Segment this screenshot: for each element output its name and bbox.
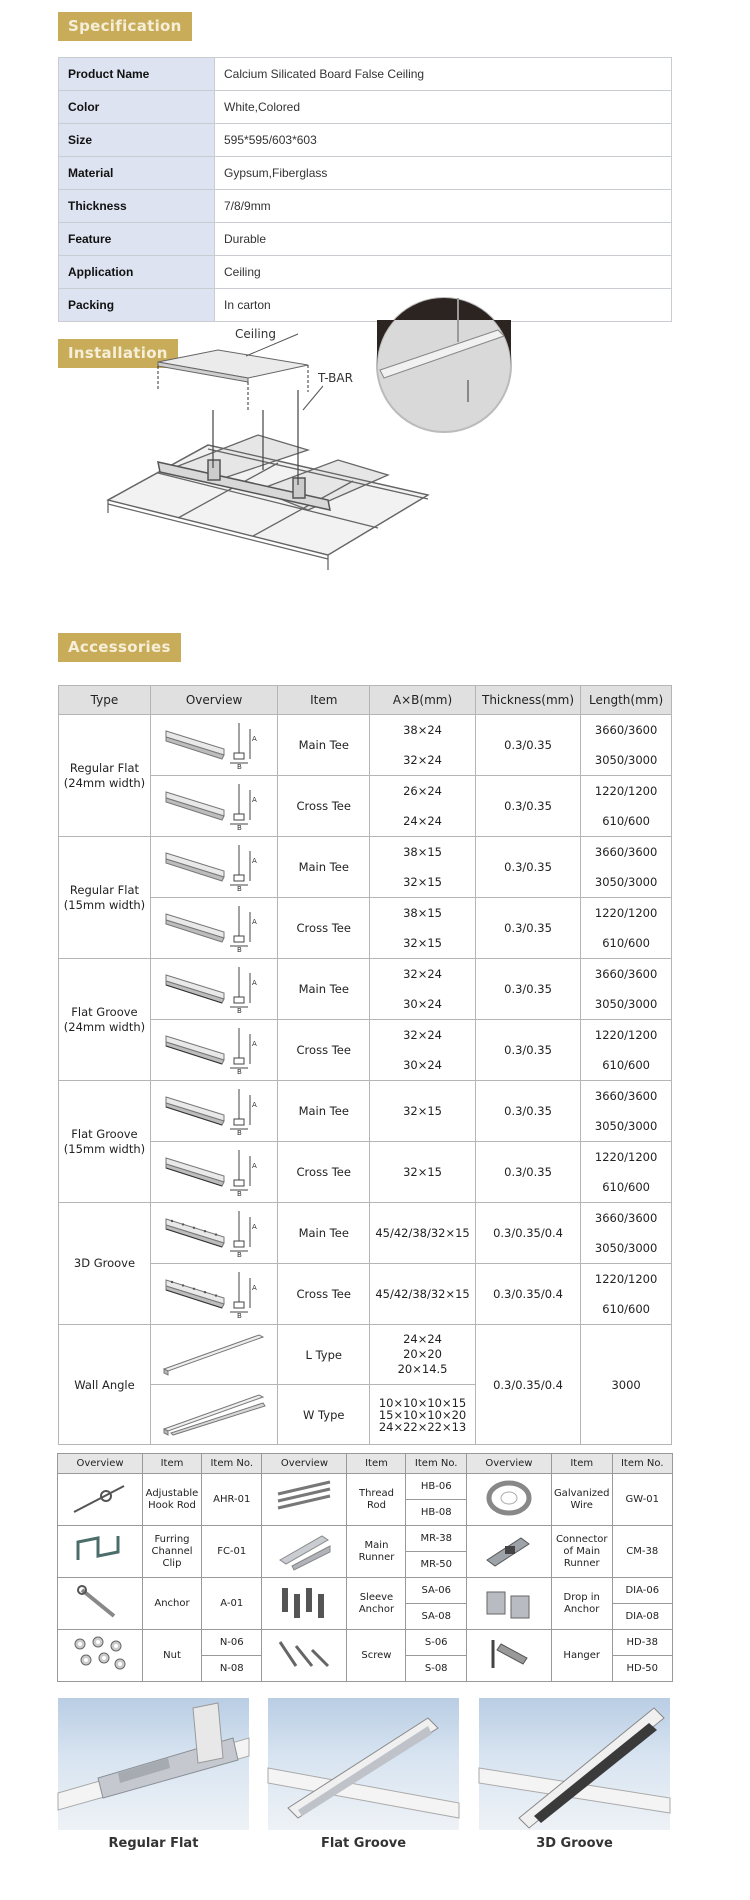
- part-number: A-01: [202, 1578, 262, 1630]
- svg-text:B: B: [237, 1006, 242, 1015]
- dim-value: 24×24: [403, 814, 442, 828]
- part-item: Furring Channel Clip: [143, 1526, 202, 1578]
- flat-groove-photo: [268, 1698, 459, 1830]
- accessory-thickness: 0.3/0.35/0.4: [475, 1203, 580, 1264]
- spec-row: [59, 157, 672, 190]
- accessory-thickness: 0.3/0.35: [475, 776, 580, 837]
- accessory-overview: [150, 1203, 277, 1264]
- accessory-length: [581, 1264, 672, 1325]
- part-item: Drop in Anchor: [551, 1578, 612, 1630]
- dim-value: 32×15: [403, 875, 442, 889]
- dim-value: 32×15: [403, 1164, 442, 1179]
- accessory-item: Main Tee: [278, 1203, 370, 1264]
- length-value: 610/600: [602, 1302, 650, 1316]
- length-value: 1220/1200: [594, 1272, 658, 1286]
- spec-value: 595*595/603*603: [215, 124, 672, 157]
- accessory-dims: [370, 776, 476, 837]
- length-value: 1220/1200: [594, 1150, 658, 1164]
- accessory-length: [581, 1142, 672, 1203]
- length-value: 3660/3600: [594, 845, 658, 859]
- spec-key: Thickness: [59, 190, 215, 223]
- connector-icon: [477, 1530, 541, 1570]
- part-picture: [466, 1526, 551, 1578]
- part-number: HB-06: [406, 1474, 466, 1500]
- length-value: 1220/1200: [594, 784, 658, 798]
- spec-row: [59, 289, 672, 322]
- svg-text:B: B: [237, 1189, 242, 1198]
- parts-header: Item: [143, 1454, 202, 1474]
- part-number: MR-38: [406, 1526, 466, 1552]
- accessory-length: [581, 1203, 672, 1264]
- hanger-icon: [477, 1634, 541, 1674]
- accessory-thickness: 0.3/0.35: [475, 1081, 580, 1142]
- parts-header: Item No.: [202, 1454, 262, 1474]
- spec-row: [59, 91, 672, 124]
- part-picture: [262, 1578, 347, 1630]
- part-number: S-08: [406, 1656, 466, 1682]
- wall-angle-thickness: 0.3/0.35/0.4: [475, 1325, 580, 1445]
- dim-value: 32×15: [403, 936, 442, 950]
- part-number: FC-01: [202, 1526, 262, 1578]
- part-picture: [58, 1578, 143, 1630]
- installation-diagram: [58, 327, 678, 630]
- accessory-type: Flat Groove (24mm width): [59, 959, 151, 1081]
- parts-row: [58, 1474, 673, 1500]
- spec-value: Ceiling: [215, 256, 672, 289]
- svg-text:B: B: [237, 762, 242, 771]
- part-number: N-06: [202, 1630, 262, 1656]
- wall-angle-length: 3000: [581, 1325, 672, 1445]
- part-number: HD-38: [612, 1630, 672, 1656]
- accessory-thickness: 0.3/0.35: [475, 1020, 580, 1081]
- accessory-overview: [150, 776, 277, 837]
- spec-key: Size: [59, 124, 215, 157]
- length-value: 3660/3600: [594, 967, 658, 981]
- accessory-item: Main Tee: [278, 1081, 370, 1142]
- length-value: 3050/3000: [594, 997, 658, 1011]
- screw-icon: [272, 1634, 336, 1674]
- part-picture: [466, 1630, 551, 1682]
- spec-key: Color: [59, 91, 215, 124]
- svg-text:B: B: [237, 1250, 242, 1259]
- wall-angle-item: L Type: [278, 1325, 370, 1385]
- parts-header: Item No.: [406, 1454, 466, 1474]
- accessory-item: Cross Tee: [278, 1020, 370, 1081]
- accessory-thickness: 0.3/0.35: [475, 898, 580, 959]
- length-value: 3660/3600: [594, 1211, 658, 1225]
- tbar-label: T-BAR: [318, 371, 353, 385]
- part-picture: [262, 1474, 347, 1526]
- dim-value: 32×15: [403, 1103, 442, 1118]
- svg-text:A: A: [252, 734, 257, 743]
- accessory-length: [581, 837, 672, 898]
- accessory-row: [59, 776, 672, 837]
- 3d-groove-caption: 3D Groove: [536, 1836, 613, 1851]
- spec-row: [59, 256, 672, 289]
- regular-flat-caption: Regular Flat: [108, 1836, 199, 1851]
- length-value: 610/600: [602, 1180, 650, 1194]
- accessory-row: [59, 1264, 672, 1325]
- svg-text:A: A: [252, 1222, 257, 1231]
- accessory-thickness: 0.3/0.35: [475, 1142, 580, 1203]
- dim-value: 32×24: [403, 967, 442, 981]
- regular-flat-profile-icon: [164, 841, 264, 891]
- part-picture: [58, 1630, 143, 1682]
- dim-value: 24×24: [403, 1332, 442, 1346]
- parts-header: Overview: [466, 1454, 551, 1474]
- dim-value: 30×24: [403, 997, 442, 1011]
- dim-value: 38×24: [403, 723, 442, 737]
- accessory-item: Cross Tee: [278, 1142, 370, 1203]
- spec-row: [59, 58, 672, 91]
- part-item: Connector of Main Runner: [551, 1526, 612, 1578]
- accessory-dims: [370, 715, 476, 776]
- svg-text:B: B: [237, 1311, 242, 1320]
- spec-key: Feature: [59, 223, 215, 256]
- accessory-item: Cross Tee: [278, 1264, 370, 1325]
- accessory-type: Flat Groove (15mm width): [59, 1081, 151, 1203]
- wire-coil-icon: [477, 1478, 541, 1518]
- accessory-overview: [150, 1020, 277, 1081]
- channel-clip-icon: [68, 1530, 132, 1570]
- parts-table: [57, 1453, 673, 1682]
- main-runner-icon: [272, 1530, 336, 1570]
- dim-value: 45/42/38/32×15: [375, 1286, 470, 1301]
- wall-angle-type: Wall Angle: [59, 1325, 151, 1445]
- length-value: 3660/3600: [594, 1089, 658, 1103]
- part-number: DIA-08: [612, 1604, 672, 1630]
- accessory-length: [581, 715, 672, 776]
- accessory-dims: [370, 1081, 476, 1142]
- dim-value: 32×24: [403, 753, 442, 767]
- tbar-detail-photo: [377, 298, 511, 432]
- length-value: 1220/1200: [594, 906, 658, 920]
- svg-text:B: B: [237, 823, 242, 832]
- accessory-length: [581, 776, 672, 837]
- part-number: N-08: [202, 1656, 262, 1682]
- svg-text:A: A: [252, 978, 257, 987]
- specification-table: [58, 57, 672, 322]
- part-number: SA-08: [406, 1604, 466, 1630]
- accessory-dims: [370, 1142, 476, 1203]
- accessory-type: 3D Groove: [59, 1203, 151, 1325]
- spec-value: White,Colored: [215, 91, 672, 124]
- accessory-row: [59, 959, 672, 1020]
- dim-value: 30×24: [403, 1058, 442, 1072]
- accessory-row: [59, 1203, 672, 1264]
- accessories-table: [58, 685, 672, 1445]
- spec-key: Application: [59, 256, 215, 289]
- accessory-dims: [370, 898, 476, 959]
- 3d-groove-photo: [479, 1698, 670, 1830]
- length-value: 3050/3000: [594, 1241, 658, 1255]
- wall-angle-dims: [370, 1325, 476, 1385]
- part-item: Hanger: [551, 1630, 612, 1682]
- tbar-pointer: [303, 386, 323, 410]
- spec-value: Durable: [215, 223, 672, 256]
- accessory-item: Main Tee: [278, 837, 370, 898]
- svg-text:A: A: [252, 795, 257, 804]
- part-number: HB-08: [406, 1500, 466, 1526]
- accessories-header: Type: [59, 686, 151, 715]
- 3d-groove-profile-icon: [164, 1268, 264, 1318]
- regular-flat-profile-icon: [164, 719, 264, 769]
- accessory-dims: [370, 837, 476, 898]
- part-picture: [262, 1630, 347, 1682]
- dim-value: 32×24: [403, 1028, 442, 1042]
- svg-text:A: A: [252, 856, 257, 865]
- accessory-thickness: 0.3/0.35/0.4: [475, 1264, 580, 1325]
- accessory-type: Regular Flat (24mm width): [59, 715, 151, 837]
- ceiling-label: Ceiling: [235, 327, 276, 341]
- spec-value: Gypsum,Fiberglass: [215, 157, 672, 190]
- accessory-overview: [150, 1264, 277, 1325]
- accessory-overview: [150, 837, 277, 898]
- part-number: MR-50: [406, 1552, 466, 1578]
- accessory-dims: [370, 1020, 476, 1081]
- length-value: 610/600: [602, 936, 650, 950]
- flat-groove-caption: Flat Groove: [320, 1836, 407, 1851]
- parts-row: [58, 1630, 673, 1656]
- dim-value: 10×10×10×15: [378, 1395, 467, 1410]
- spec-value: 7/8/9mm: [215, 190, 672, 223]
- drop-in-anchor-icon: [477, 1582, 541, 1622]
- parts-header: Overview: [58, 1454, 143, 1474]
- svg-text:B: B: [237, 1067, 242, 1076]
- part-item: Screw: [347, 1630, 406, 1682]
- accessories-heading: Accessories: [58, 633, 181, 662]
- svg-text:A: A: [252, 917, 257, 926]
- regular-flat-photo: [58, 1698, 249, 1830]
- length-value: 3050/3000: [594, 1119, 658, 1133]
- length-value: 1220/1200: [594, 1028, 658, 1042]
- regular-flat-profile-icon: [164, 780, 264, 830]
- accessory-row: [59, 715, 672, 776]
- accessory-row: [59, 1081, 672, 1142]
- dim-value: 38×15: [403, 906, 442, 920]
- part-item: Thread Rod: [347, 1474, 406, 1526]
- accessory-overview: [150, 715, 277, 776]
- dim-value: 20×14.5: [397, 1362, 448, 1376]
- part-number: GW-01: [612, 1474, 672, 1526]
- sleeve-anchor-icon: [272, 1582, 336, 1622]
- flat-groove-profile-icon: [164, 1085, 264, 1135]
- length-value: 3050/3000: [594, 753, 658, 767]
- spec-row: [59, 223, 672, 256]
- part-picture: [58, 1526, 143, 1578]
- svg-text:A: A: [252, 1161, 257, 1170]
- part-item: Anchor: [143, 1578, 202, 1630]
- svg-text:B: B: [237, 884, 242, 893]
- tbar-grid: [108, 435, 428, 570]
- 3d-groove-profile-icon: [164, 1207, 264, 1257]
- part-picture: [58, 1474, 143, 1526]
- spec-key: Material: [59, 157, 215, 190]
- part-item: Main Runner: [347, 1526, 406, 1578]
- part-number: S-06: [406, 1630, 466, 1656]
- accessory-overview: [150, 959, 277, 1020]
- dim-value: 45/42/38/32×15: [375, 1225, 470, 1240]
- specification-heading: Specification: [58, 12, 192, 41]
- part-item: Nut: [143, 1630, 202, 1682]
- accessory-length: [581, 898, 672, 959]
- part-item: Adjustable Hook Rod: [143, 1474, 202, 1526]
- wall-angle-item: W Type: [278, 1385, 370, 1445]
- spec-row: [59, 190, 672, 223]
- accessory-thickness: 0.3/0.35: [475, 837, 580, 898]
- wall-angle-row: [59, 1325, 672, 1385]
- accessory-type: Regular Flat (15mm width): [59, 837, 151, 959]
- parts-header: Item No.: [612, 1454, 672, 1474]
- accessory-overview: [150, 1142, 277, 1203]
- accessories-header: A×B(mm): [370, 686, 476, 715]
- accessory-thickness: 0.3/0.35: [475, 959, 580, 1020]
- dim-value: 38×15: [403, 845, 442, 859]
- length-value: 610/600: [602, 814, 650, 828]
- accessory-item: Main Tee: [278, 959, 370, 1020]
- spec-key: Packing: [59, 289, 215, 322]
- part-number: HD-50: [612, 1656, 672, 1682]
- spec-key: Product Name: [59, 58, 215, 91]
- parts-header: Item: [347, 1454, 406, 1474]
- accessory-length: [581, 1081, 672, 1142]
- spec-row: [59, 124, 672, 157]
- svg-text:A: A: [252, 1039, 257, 1048]
- parts-header: Overview: [262, 1454, 347, 1474]
- length-value: 3660/3600: [594, 723, 658, 737]
- wall-angle-overview: [150, 1325, 277, 1385]
- thread-rod-icon: [272, 1478, 336, 1518]
- length-value: 610/600: [602, 1058, 650, 1072]
- dim-value: 15×10×10×20: [378, 1407, 467, 1422]
- accessory-row: [59, 1142, 672, 1203]
- accessories-header: Overview: [150, 686, 277, 715]
- dim-value: 26×24: [403, 784, 442, 798]
- part-item: Sleeve Anchor: [347, 1578, 406, 1630]
- wall-angle-overview: [150, 1385, 277, 1445]
- accessory-dims: [370, 1264, 476, 1325]
- part-picture: [262, 1526, 347, 1578]
- installation-heading: Installation: [58, 339, 178, 368]
- regular-flat-profile-icon: [164, 902, 264, 952]
- svg-text:B: B: [237, 1128, 242, 1137]
- part-item: Galvanized Wire: [551, 1474, 612, 1526]
- accessory-item: Cross Tee: [278, 898, 370, 959]
- accessory-row: [59, 837, 672, 898]
- accessory-length: [581, 1020, 672, 1081]
- svg-text:A: A: [252, 1100, 257, 1109]
- accessories-header: Length(mm): [581, 686, 672, 715]
- part-picture: [466, 1474, 551, 1526]
- part-number: AHR-01: [202, 1474, 262, 1526]
- accessory-overview: [150, 898, 277, 959]
- part-picture: [466, 1578, 551, 1630]
- flat-groove-profile-icon: [164, 1024, 264, 1074]
- dim-value: 20×20: [403, 1347, 442, 1361]
- accessory-item: Main Tee: [278, 715, 370, 776]
- dim-value: 24×22×22×13: [378, 1419, 467, 1434]
- accessories-header: Thickness(mm): [475, 686, 580, 715]
- parts-row: [58, 1526, 673, 1552]
- flat-groove-profile-icon: [164, 963, 264, 1013]
- accessory-item: Cross Tee: [278, 776, 370, 837]
- accessory-dims: [370, 959, 476, 1020]
- length-value: 3050/3000: [594, 875, 658, 889]
- flat-groove-profile-icon: [164, 1146, 264, 1196]
- wall-angle-dims: [370, 1385, 476, 1445]
- accessory-thickness: 0.3/0.35: [475, 715, 580, 776]
- parts-header: Item: [551, 1454, 612, 1474]
- accessory-row: [59, 898, 672, 959]
- nut-icon: [68, 1634, 132, 1674]
- part-number: SA-06: [406, 1578, 466, 1604]
- anchor-icon: [68, 1582, 132, 1622]
- svg-text:B: B: [237, 945, 242, 954]
- spec-value: In carton: [215, 289, 672, 322]
- part-number: CM-38: [612, 1526, 672, 1578]
- svg-text:A: A: [252, 1283, 257, 1292]
- parts-row: [58, 1578, 673, 1604]
- accessory-overview: [150, 1081, 277, 1142]
- part-number: DIA-06: [612, 1578, 672, 1604]
- accessories-header: Item: [278, 686, 370, 715]
- accessory-length: [581, 959, 672, 1020]
- accessory-dims: [370, 1203, 476, 1264]
- w-type-angle-icon: [159, 1389, 269, 1437]
- accessory-row: [59, 1020, 672, 1081]
- ceiling-panel: [158, 350, 308, 410]
- hook-rod-icon: [68, 1478, 132, 1518]
- l-type-angle-icon: [159, 1329, 269, 1377]
- spec-value: Calcium Silicated Board False Ceiling: [215, 58, 672, 91]
